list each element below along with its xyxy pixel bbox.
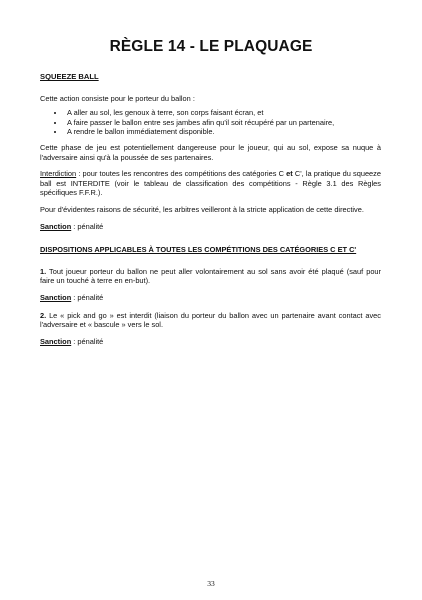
security-paragraph: Pour d'évidentes raisons de sécurité, les arbitres veilleront à la stricte application de cette directive. — [40, 204, 364, 214]
interdiction-text-b: C', la pratique du squeeze ball est INTERDITE (voir le tableau de classification des compétitions - Règle 3.1 des Règles spécifiques F.F.R.). — [40, 169, 381, 198]
interdiction-text-a: : pour toutes les rencontres des compétitions des catégories C — [76, 169, 287, 179]
disposition-1-sanction — [40, 293, 381, 303]
list-item: • A faire passer le ballon entre ses jambes afin qu'il soit récupéré par un partenaire, — [65, 118, 381, 128]
sanction-label: Sanction — [40, 221, 72, 231]
item-number: 1. — [40, 266, 47, 276]
list-item: • A rendre le ballon immédiatement disponible. — [65, 127, 381, 137]
sanction-value: : pénalité — [71, 221, 104, 231]
interdiction-label: Interdiction — [40, 169, 77, 179]
disposition-item-2 — [40, 311, 381, 330]
page-title: RÈGLE 14 - LE PLAQUAGE — [109, 38, 313, 55]
item-text: Le « pick and go » est interdit (liaison du porteur du ballon avec un partenaire avant contact avec l'adversaire et « bascule » vers le sol. — [40, 310, 381, 330]
section-heading-dispositions: DISPOSITIONS APPLICABLES À TOUTES LES COMPÉTITIONS DES CATÉGORIES C ET C' — [40, 245, 357, 255]
disposition-2-sanction — [40, 337, 381, 347]
squeeze-danger-paragraph: Cette phase de jeu est potentiellement dangereuse pour le joueur, qui au sol, expose sa nuque à l'adversaire ainsi qu'à la poussée de ses partenaires. — [40, 142, 381, 162]
document-body — [40, 72, 381, 346]
squeeze-sanction — [40, 222, 381, 232]
item-number: 2. — [40, 310, 47, 320]
list-item: • A aller au sol, les genoux à terre, son corps faisant écran, et — [65, 108, 381, 118]
interdiction-paragraph — [40, 169, 381, 198]
sanction-label: Sanction — [40, 336, 72, 346]
section-heading-squeeze-ball: SQUEEZE BALL — [40, 72, 99, 81]
disposition-item-1 — [40, 267, 381, 286]
sanction-value: : pénalité — [71, 292, 104, 302]
squeeze-intro: Cette action consiste pour le porteur du ballon : — [40, 93, 195, 103]
squeeze-bullet-list — [40, 108, 381, 137]
page-number: 33 — [207, 579, 215, 588]
sanction-value: : pénalité — [71, 336, 104, 346]
interdiction-et: et — [286, 169, 293, 179]
sanction-label: Sanction — [40, 292, 72, 302]
item-text: Tout joueur porteur du ballon ne peut aller volontairement au sol sans avoir été plaqué (sauf pour faire un touché à terre en en-but). — [40, 266, 381, 286]
